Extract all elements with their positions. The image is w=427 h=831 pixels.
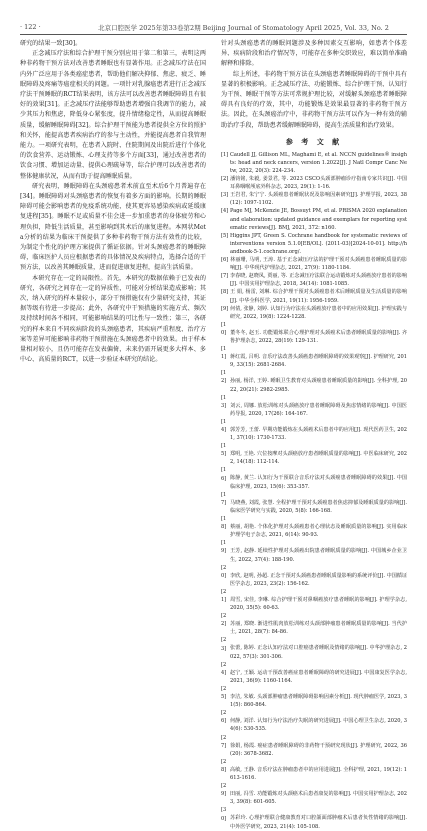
reference-number: [15] <box>221 443 227 458</box>
reference-number: [18] <box>221 516 227 531</box>
reference-item <box>221 515 407 539</box>
reference-number: [7] <box>221 273 229 280</box>
reference-number: [5] <box>221 232 229 239</box>
reference-number: [21] <box>221 588 227 603</box>
reference-text: 李洁, 朱敏. 头颈部肿瘤患者睡眠障碍影响因素分析[J]. 现代肿瘤医学, 2023, 31(5): 860-864. <box>230 694 407 709</box>
reference-number: [13] <box>221 394 227 409</box>
journal-line: 北京口腔医学 2025年第33卷第2期 Beijing Journal of Stomatology April 2025, Vol. 33, No. 2 <box>98 23 389 32</box>
reference-number: [24] <box>221 661 227 676</box>
reference-text: 李春晓, 赵晓凤, 贾丽, 等. 正念减压疗法联合运动锻炼对头颈癌放疗患者的影响[J]. 中国实用护理杂志, 2018, 34(14): 1081-1085. <box>230 273 407 288</box>
reference-item <box>221 466 407 490</box>
reference-number: [19] <box>221 540 227 555</box>
reference-item <box>221 709 407 733</box>
reference-item <box>221 305 407 321</box>
reference-item <box>221 806 407 830</box>
reference-item <box>221 636 407 660</box>
reference-item <box>221 207 407 231</box>
reference-number: [22] <box>221 613 227 628</box>
reference-item <box>221 491 407 515</box>
reference-text: 王岩君, 朱宁宁. 头颈癌患者睡眠状况及影响因素研究[J]. 护理学报, 2023, 38(12): 1097-1102. <box>230 192 407 207</box>
reference-text: 张蕾, 陈婷. 正念认知疗法对口腔癌患者睡眠及情绪的影响[J]. 中华护理杂志, 2022, 57(3): 301-306. <box>230 645 407 660</box>
reference-item <box>221 782 407 806</box>
reference-text: 苏彩玲. 心理护理联合健康教育对口腔颌面部肿瘤术后患者负性情绪的影响[J]. 中外医学研究, 2023, 21(4): 105-108. <box>230 815 407 830</box>
page-number: · 122 · <box>20 23 41 31</box>
reference-number: [29] <box>221 783 227 798</box>
reference-number: [3] <box>221 192 229 199</box>
reference-number: [9] <box>221 305 229 312</box>
reference-text: Higgins JPT, Green S. Cochrane handbook for systematic reviews of interventions version 5.1.0[EB/OL]. (2011-03)[2024-10-01]. http://handbook-5-1.cochrane.org/. <box>230 232 407 255</box>
reference-text: 林丽珊, 马明, 王涛. 基于正念减压疗法的护理干预对头颈癌患者睡眠质量的影响[J]. 中华现代护理杂志, 2021, 27(9): 1180-1184. <box>230 257 407 272</box>
right-column <box>221 39 407 831</box>
reference-text: 刘云, 周娜. 放松训练对头颈癌放疗患者睡眠障碍及焦虑情绪的影响[J]. 中国医药导报, 2020, 17(26): 164-167. <box>230 402 407 417</box>
body-paragraph: 针对头颈癌患者的睡眠问题涉及多种因素交互影响，如患者个体差异、疾病阶段和治疗情况等，可能存在多种交织效应，难以简单准确解释和排除。 <box>221 40 407 68</box>
reference-text: Page MJ, McKenzie JE, Bossuyt PM, et al. PRISMA 2020 explanation and elaboration: updated guidance and exemplars for reporting systematic reviews[J]. BMJ, 2021, 372: n160. <box>230 208 407 231</box>
reference-text: 郭芳芳, 王蕾. 早期功能锻炼在头颈癌术后患者中的应用[J]. 现代医药卫生, 2021, 37(10): 1730-1733. <box>230 427 407 442</box>
reference-item <box>221 734 407 758</box>
reference-item <box>221 272 407 288</box>
reference-number: [25] <box>221 686 227 701</box>
reference-text: 王 娟, 杨雷, 刘琳. 综合护理干预对头颈癌患者术后睡眠质量及生活质量的影响[J]. 中华全科医学, 2021, 19(11): 1956-1959. <box>230 289 407 304</box>
reference-text: 李欣, 赵明, 孙超. 正念干预对头颈癌患者睡眠质量影响的系统评价[J]. 中国循证医学杂志, 2023, 23(2): 156-162. <box>230 572 407 587</box>
running-header <box>20 20 407 35</box>
reference-item <box>221 564 407 588</box>
reference-item <box>221 612 407 636</box>
reference-item <box>221 418 407 442</box>
reference-number: [8] <box>221 289 229 296</box>
reference-text: 赵宁, 王颖. 运动干预改善癌症患者睡眠障碍的研究进展[J]. 中国康复医学杂志, 2021, 36(9): 1160-1164. <box>230 669 407 684</box>
reference-number: [16] <box>221 467 227 482</box>
left-column <box>20 39 206 366</box>
reference-text: 苏丽, 郑晓. 渐进性肌肉放松训练对头颈部肿瘤患者睡眠质量的影响[J]. 当代护士, 2021, 28(7): 84-86. <box>230 621 407 636</box>
reference-number: [28] <box>221 758 227 773</box>
reference-item <box>221 758 407 782</box>
references-title: 参 考 文 献 <box>285 137 343 146</box>
reference-number: [30] <box>221 807 227 822</box>
reference-text: 何倩, 张静, 刘婷. 认知行为疗法在头颈癌放疗患者中的应用效果[J]. 护理实践与研究, 2022, 19(8): 1224-1228. <box>230 305 407 320</box>
reference-item <box>221 175 407 191</box>
reference-item <box>221 394 407 418</box>
reference-text: 何静, 刘洋. 认知行为疗法治疗失眠的研究进展[J]. 中国心理卫生杂志, 2020, 34(6): 530-535. <box>230 718 407 733</box>
reference-text: 潘钧铭, 朱毅, 姜景君, 等. 2023 CSCO头颈部肿瘤诊疗指南专家共识[J]. 中国耳鼻咽喉颅底外科杂志, 2023, 29(1): 1-16. <box>230 176 407 191</box>
reference-text: 高敏, 王静. 音乐疗法在肿瘤患者中的应用进展[J]. 全科护理, 2021, 19(12): 1613-1616. <box>230 766 407 782</box>
reference-item <box>221 321 407 345</box>
reference-number: [17] <box>221 491 227 506</box>
reference-text: 郑明, 王艳. 穴位按摩对头颈癌放疗患者睡眠质量的影响[J]. 中医临床研究, 2022, 14(18): 112-114. <box>230 451 407 466</box>
reference-text: 蔡丽, 胡艳. 个体化护理对头颈癌患者心理状态及睡眠质量的影响[J]. 实用临床护理学电子杂志, 2021, 6(14): 90-93. <box>230 524 407 539</box>
body-paragraph: 研究表明，睡眠障碍在头颈癌患者术前直至术后6个月普遍存在[34]。睡眠障碍对头颈癌患者的恢复有着多方面的影响。长期的睡眠障碍可能会影响患者的免疫系统功能，使其更容易感染疾病或延缓康复进程[35]。睡眠不足或质量不佳会进一步加重患者的身体疲劳和心理负担，降低生活质量，甚至影响到其术后的康复进程。本网状Meta分析的结果为临床干预提供了多种非药物干预方法有效性的比较，为制定个性化的护理方案提供了循证依据。针对头颈癌患者的睡眠障碍，临床医护人员应根据患者的具体情况及疾病特点，选择合适的干预方法，以改善其睡眠质量，进而促进康复进程，提高生活质量。 <box>20 182 206 272</box>
reference-text: 徐娟, 杨霞. 癌症患者睡眠障碍的非药物干预研究现状[J]. 护理研究, 2022, 36(20): 3678-3682. <box>230 742 407 757</box>
body-paragraph: 正念减压疗法和综合护理干预分别应用于第二和第三，表明这两种非药物干预方法对改善患者睡眠也有显著作用。正念减压疗法在国内外广泛应用于各类癌症患者，帮助他们解决抑郁、焦虑、疲乏、睡眠障碍及疼痛等癌症相关的问题。一项针对乳腺癌患者进行正念减压疗法干预睡眠的RCT结果表明，该方法可以改善患者睡眠障碍且有很好的效果[31]。正念减压疗法能够帮助患者增强自我调节的能力，减少其压力和焦虑，降低身心紧张度，提升情绪稳定性，从而提高睡眠质量，缓解睡眠障碍[32]。综合护理干预能为患者提供全方位的照护和关怀，能提高患者疾病治疗的参与主动性，并能提高患者自我管理能力。一项研究表明，在患者入院时、住院期间及出院后进行个体化的饮食营养、运动锻炼、心理支持等多个方面[33]，通过改善患者的饮食习惯、增加运动量、提供心理疏导等，综合护理可以改善患者的整体健康状况，从而有助于提高睡眠质量。 <box>20 50 206 180</box>
reference-item <box>221 151 407 175</box>
right-paragraphs <box>221 39 407 131</box>
reference-item <box>221 256 407 272</box>
reference-number: [6] <box>221 257 229 264</box>
reference-number: [1] <box>221 151 229 158</box>
reference-number: [10] <box>221 321 227 336</box>
body-paragraph: 研究的结果一致[30]。 <box>20 40 82 47</box>
reference-item <box>221 685 407 709</box>
reference-number: [11] <box>221 346 227 361</box>
reference-text: 蒋红霞, 吕明. 音乐疗法改善头颈癌患者睡眠障碍的效果观察[J]. 护理研究, 2019, 33(15): 2681-2684. <box>230 354 407 369</box>
reference-number: [27] <box>221 734 227 749</box>
reference-text: 孙丽, 杨洋, 王婷. 睡眠卫生教育对头颈癌患者睡眠质量的影响[J]. 全科护理, 2022, 20(21): 2982-2985. <box>230 378 407 393</box>
reference-number: [23] <box>221 637 227 652</box>
reference-number: [4] <box>221 208 229 215</box>
reference-item <box>221 288 407 304</box>
reference-item <box>221 369 407 393</box>
reference-item <box>221 442 407 466</box>
reference-item <box>221 539 407 563</box>
reference-item <box>221 345 407 369</box>
reference-item <box>221 191 407 207</box>
reference-number: [14] <box>221 418 227 434</box>
reference-text: 王芳, 赵静. 延续性护理对头颈癌出院患者睡眠质量的影响[J]. 中国城乡企业卫生, 2022, 37(4): 188-190. <box>230 548 407 563</box>
reference-text: 马晓燕, 刘霞, 张慧. 全程护理干预对头颈癌患者焦虑抑郁及睡眠质量的影响[J]. 临床医学研究与实践, 2020, 5(8): 166-168. <box>230 499 407 514</box>
reference-text: 董冬冬, 赵玉. 功能锻炼联合心理护理对头颈癌术后患者睡眠质量的影响[J]. 齐鲁护理杂志, 2022, 28(19): 129-131. <box>230 329 407 344</box>
reference-item <box>221 232 407 256</box>
reference-text: 陈静, 黄兰. 认知行为干预联合音乐疗法对头颈癌患者睡眠障碍的效果[J]. 中国临床护理, 2023, 15(6): 353-357. <box>230 475 407 490</box>
body-paragraph: 综上所述，非药物干预方法在头颈癌患者睡眠障碍的干预中具有显著的积极影响。正念减压疗法、功能锻炼、综合护理干预、认知行为干预、睡眠干预等方法可常规护理比较，对缓解头颈癌患者睡眠障碍具有良好的疗效，其中，功能锻炼是效果最显著的非药物干预方法。因此，在头颈癌治疗中，非药物干预方法可以作为一种有效的辅助治疗手段，帮助患者缓解睡眠障碍，提高生活质量和治疗效果。 <box>221 70 407 129</box>
reference-number: [20] <box>221 564 227 579</box>
body-paragraph: 本研究存在一定的局限性。首先，本研究的数据依赖于已发表的研究，各研究之间存在一定的异质性，可能对分析结果造成影响；其次，纳入研究的样本量较小，部分干预措施仅有少量研究支持，其证据等级有待进一步提高；此外，各研究中干预措施的实施方式、频次及持续时间各不相同，可能影响结果的可比性与一致性；第三，各研究的样本来自不同疾病阶段的头颈癌患者，其疾病严重程度、治疗方案等差异可能影响非药物干预措施在头颈癌患者中的效果。由于样本量相对较小，且仍可能存在发表偏倚，未来仍需开展更多大样本、多中心、高质量的RCT，以进一步验证本研究的结论。 <box>20 274 206 364</box>
references-list <box>221 151 407 831</box>
reference-number: [2] <box>221 176 229 183</box>
reference-item <box>221 661 407 685</box>
reference-number: [26] <box>221 710 227 725</box>
reference-text: 周雪, 宋佳, 李琳. 综合护理干预对鼻咽癌放疗患者睡眠的影响[J]. 护理学杂志, 2020, 35(5): 60-63. <box>230 596 407 612</box>
reference-number: [12] <box>221 370 227 385</box>
reference-text: 田丽, 冯雪. 功能锻炼对头颈癌术后患者康复的影响[J]. 中国实用护理杂志, 2023, 39(8): 601-605. <box>230 791 407 806</box>
reference-text: Caudell JJ, Gillison ML, Maghami E, et al. NCCN guidelines® insights: head and neck cancers, version 1.2022[J]. J Natl Compr Canc Netw, 2022, 20(3): 224-234. <box>230 151 407 175</box>
reference-item <box>221 588 407 612</box>
